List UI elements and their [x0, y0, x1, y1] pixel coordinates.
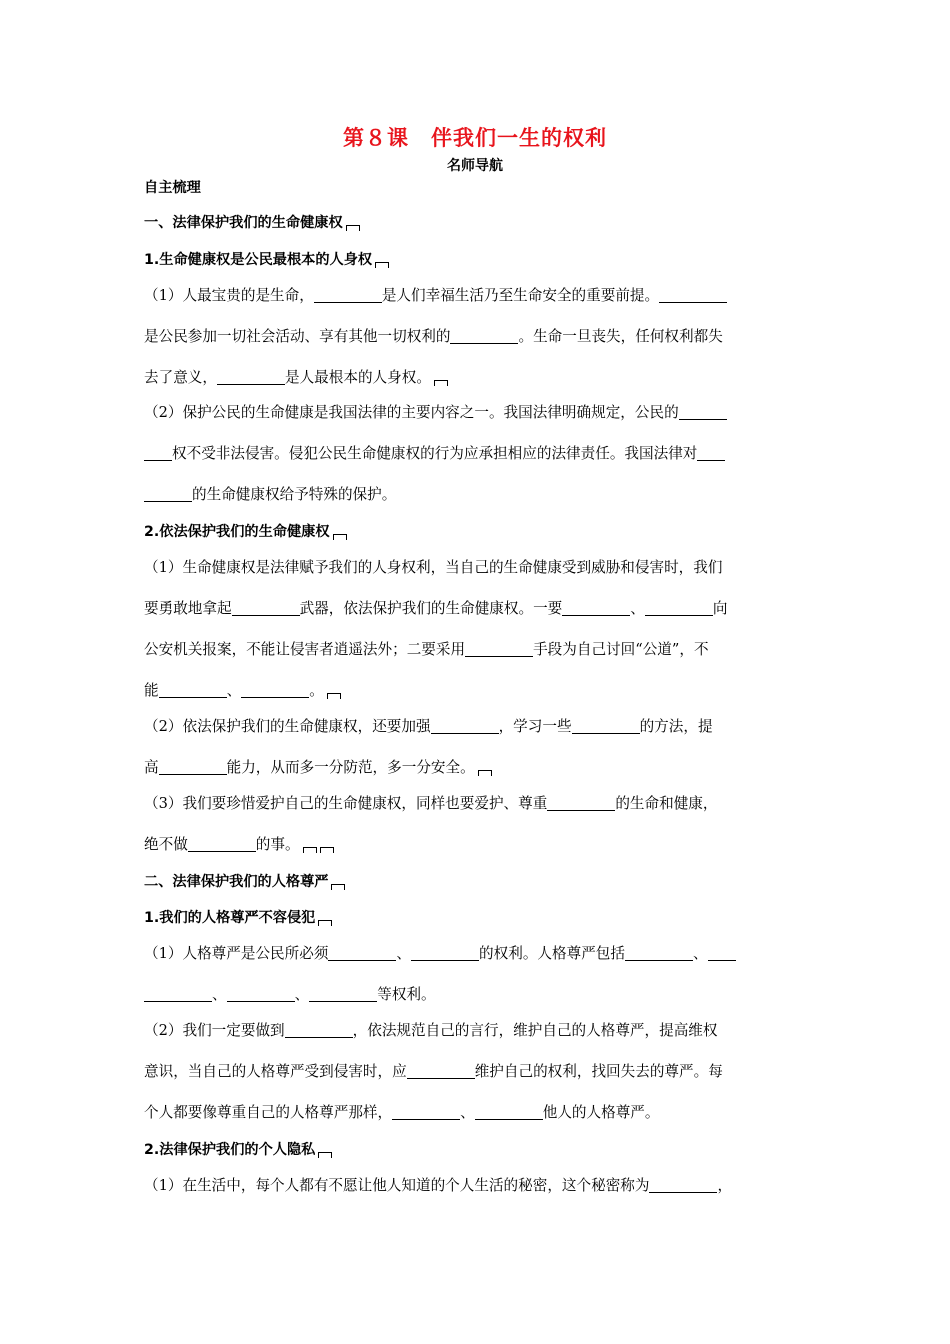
fill-blank[interactable] — [159, 682, 227, 698]
fill-blank[interactable] — [572, 718, 640, 734]
text-line: （1）人最宝贵的是生命， 是人们幸福生活乃至生命安全的重要前提。 — [144, 286, 814, 306]
fill-blank[interactable] — [645, 600, 713, 616]
fill-blank[interactable] — [475, 1104, 543, 1120]
fill-blank[interactable] — [679, 404, 727, 420]
part1-heading: 一、法律保护我们的生命健康权 — [144, 213, 814, 233]
text-line: 能 、 。 — [144, 681, 814, 701]
section-label: 自主梳理 — [144, 180, 201, 196]
text-line: （2）保护公民的生命健康是我国法律的主要内容之一。我国法律明确规定，公民的 — [144, 403, 814, 423]
fill-blank[interactable] — [217, 369, 285, 385]
fill-blank[interactable] — [465, 641, 533, 657]
fill-blank[interactable] — [649, 1177, 717, 1193]
text-line: 、 、 等权利。 — [144, 985, 814, 1005]
part2-s1-heading: 1.我们的人格尊严不容侵犯 — [144, 908, 814, 928]
text-line: 的生命健康权给予特殊的保护。 — [144, 485, 814, 505]
paragraph-mark-icon — [333, 534, 347, 540]
paragraph-mark-icon — [375, 262, 389, 268]
fill-blank[interactable] — [562, 600, 630, 616]
text-line: 公安机关报案，不能让侵害者逍遥法外；二要采用 手段为自己讨回“公道”，不 — [144, 641, 709, 658]
paragraph-mark-icon — [331, 884, 345, 890]
fill-blank[interactable] — [411, 945, 479, 961]
fill-blank[interactable] — [285, 1022, 353, 1038]
fill-blank[interactable] — [159, 759, 227, 775]
fill-blank[interactable] — [392, 1104, 460, 1120]
text-line: 去了意义， 是人最根本的人身权。 — [144, 368, 814, 388]
fill-blank[interactable] — [144, 986, 212, 1002]
fill-blank[interactable] — [241, 682, 309, 698]
part2-s2-heading: 2.法律保护我们的个人隐私 — [144, 1140, 814, 1160]
fill-blank[interactable] — [697, 445, 725, 461]
lesson-title: 第８课 伴我们一生的权利 — [343, 126, 607, 150]
paragraph-mark-icon — [303, 847, 317, 853]
text-line: 是公民参加一切社会活动、享有其他一切权利的 。生命一旦丧失，任何权利都失 — [144, 328, 723, 345]
fill-blank[interactable] — [232, 600, 300, 616]
fill-blank[interactable] — [314, 287, 382, 303]
fill-blank[interactable] — [144, 445, 172, 461]
fill-blank[interactable] — [450, 328, 518, 344]
text-line: （3）我们要珍惜爱护自己的生命健康权，同样也要爱护、尊重 的生命和健康， — [144, 795, 718, 812]
fill-blank[interactable] — [547, 795, 615, 811]
fill-blank[interactable] — [708, 945, 736, 961]
text-line: （1）在生活中，每个人都有不愿让他人知道的个人生活的秘密，这个秘密称为 ， — [144, 1177, 733, 1194]
fill-blank[interactable] — [659, 287, 727, 303]
fill-blank[interactable] — [407, 1063, 475, 1079]
text-line: 意识，当自己的人格尊严受到侵害时，应 维护自己的权利，找回失去的尊严。每 — [144, 1063, 723, 1080]
text-line: 绝不做 的事。 — [144, 835, 814, 855]
text-line: 权不受非法侵害。侵犯公民生命健康权的行为应承担相应的法律责任。我国法律对 — [144, 444, 814, 464]
text-line: 高 能力，从而多一分防范，多一分安全。 — [144, 758, 814, 778]
fill-blank[interactable] — [625, 945, 693, 961]
fill-blank[interactable] — [431, 718, 499, 734]
text-line: （1）人格尊严是公民所必须 、 的权利。人格尊严包括 、 — [144, 944, 814, 964]
part1-s2-heading: 2.依法保护我们的生命健康权 — [144, 522, 814, 542]
text-line: （2）依法保护我们的生命健康权，还要加强 ，学习一些 的方法，提 — [144, 718, 713, 735]
paragraph-mark-icon — [478, 770, 492, 776]
lesson-subtitle: 名师导航 — [447, 158, 503, 174]
text-line: （1）生命健康权是法律赋予我们的人身权利，当自己的生命健康受到威胁和侵害时，我们 — [144, 559, 723, 576]
fill-blank[interactable] — [227, 986, 295, 1002]
part1-s1-heading: 1.生命健康权是公民最根本的人身权 — [144, 250, 814, 270]
paragraph-mark-icon — [346, 225, 360, 231]
paragraph-mark-icon — [327, 693, 341, 699]
text-line: 要勇敢地拿起 武器，依法保护我们的生命健康权。一要 、 向 — [144, 600, 728, 617]
part2-heading: 二、法律保护我们的人格尊严 — [144, 872, 814, 892]
text-line: 个人都要像尊重自己的人格尊严那样， 、 他人的人格尊严。 — [144, 1104, 660, 1121]
paragraph-mark-icon — [434, 380, 448, 386]
fill-blank[interactable] — [144, 486, 192, 502]
text-line: （2）我们一定要做到 ，依法规范自己的言行，维护自己的人格尊严，提高维权 — [144, 1022, 718, 1039]
paragraph-mark-icon — [318, 1152, 332, 1158]
fill-blank[interactable] — [188, 836, 256, 852]
fill-blank[interactable] — [309, 986, 377, 1002]
paragraph-mark-icon — [320, 847, 334, 853]
fill-blank[interactable] — [328, 945, 396, 961]
paragraph-mark-icon — [318, 920, 332, 926]
